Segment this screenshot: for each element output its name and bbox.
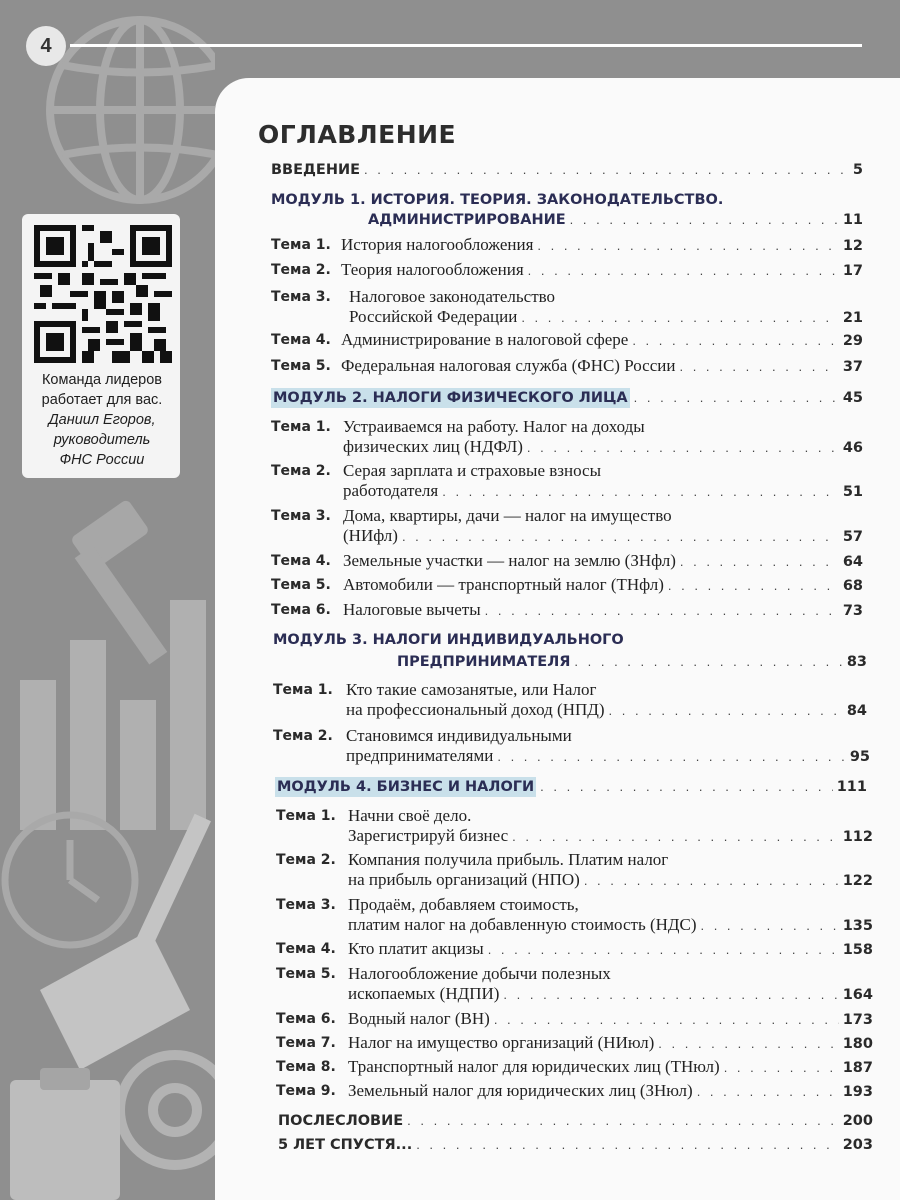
topic-label: Тема 3.	[271, 508, 331, 524]
toc-entry-topic[interactable]	[343, 526, 863, 547]
module-heading[interactable]	[273, 630, 624, 650]
page-number: 135	[842, 918, 873, 934]
module-title: МОДУЛЬ 3. НАЛОГИ ИНДИВИДУАЛЬНОГО	[273, 632, 624, 648]
leader-dots	[402, 527, 839, 547]
topic-label: Тема 1.	[271, 419, 331, 435]
leader-dots	[521, 308, 838, 328]
page-number: 203	[842, 1137, 873, 1153]
topic-label: Тема 2.	[273, 728, 333, 744]
globe-icon	[50, 20, 215, 200]
toc-entry-topic[interactable]	[341, 260, 863, 281]
bar-chart-icon	[20, 600, 206, 830]
page-number: 180	[842, 1036, 873, 1052]
page-number: 46	[842, 440, 863, 456]
topic-title: Кто такие самозанятые, или Налог	[346, 680, 597, 699]
leader-dots	[679, 357, 838, 377]
signature-line: руководитель	[53, 432, 151, 448]
page-number: 45	[842, 390, 863, 406]
topic-label: Тема 4.	[276, 941, 336, 957]
topic-title: Становимся индивидуальными	[346, 726, 572, 745]
leader-dots	[442, 482, 839, 502]
page-number: 193	[842, 1084, 873, 1100]
topic-title: Кто платит акцизы	[348, 939, 484, 958]
clock-icon	[5, 815, 135, 945]
clipboard-icon	[10, 1068, 120, 1200]
topic-title: Транспортный налог для юридических лиц (ТНюл)	[348, 1057, 720, 1076]
leader-dots	[407, 1111, 839, 1131]
entry-label: ВВЕДЕНИЕ	[271, 162, 361, 178]
at-sign-icon	[120, 1055, 215, 1165]
topic-title: Налогообложение добычи полезных	[348, 964, 611, 983]
leader-dots	[634, 388, 839, 408]
page-number: 17	[842, 263, 863, 279]
topic-label: Тема 1.	[276, 808, 336, 824]
topic-title-cont: (НИфл)	[343, 526, 398, 545]
page-number: 29	[842, 333, 863, 349]
page-number: 122	[842, 873, 873, 889]
topic-title: Земельный налог для юридических лиц (ЗНюл)	[348, 1081, 693, 1100]
leader-dots	[574, 652, 842, 672]
topic-title: Продаём, добавляем стоимость,	[348, 895, 579, 914]
caption-line: Команда лидеров	[41, 372, 163, 388]
topic-title: Серая зарплата и страховые взносы	[343, 461, 601, 480]
topic-title-cont: физических лиц (НДФЛ)	[343, 437, 523, 456]
topic-title-cont: на прибыль организаций (НПО)	[348, 870, 580, 889]
topic-title: Дома, квартиры, дачи — налог на имущество	[343, 506, 672, 525]
leader-dots	[503, 985, 838, 1005]
toc-entry-topic[interactable]	[348, 984, 873, 1005]
leader-dots	[700, 916, 838, 936]
toc-entry-topic[interactable]	[348, 939, 873, 960]
toc-entry-topic[interactable]	[348, 1009, 873, 1030]
module-title: МОДУЛЬ 4. БИЗНЕС И НАЛОГИ	[277, 779, 535, 795]
topic-label: Тема 1.	[273, 682, 333, 698]
entry-label: ПОСЛЕСЛОВИЕ	[278, 1113, 404, 1129]
toc-entry-topic[interactable]	[348, 1033, 873, 1054]
topic-label: Тема 5.	[276, 966, 336, 982]
page-number: 68	[842, 578, 863, 594]
module-heading[interactable]	[271, 388, 863, 408]
topic-title: Налоговое законодательство	[349, 287, 556, 306]
topic-title: История налогообложения	[341, 235, 534, 254]
page-number: 84	[846, 703, 867, 719]
toc-entry-topic[interactable]	[348, 915, 873, 936]
module-title: МОДУЛЬ 1. ИСТОРИЯ. ТЕОРИЯ. ЗАКОНОДАТЕЛЬСТВО.	[271, 192, 724, 208]
header-rule	[70, 44, 862, 47]
topic-label: Тема 8.	[276, 1059, 336, 1075]
page-number: 11	[842, 212, 863, 228]
toc-entry-topic[interactable]	[343, 437, 863, 458]
page-number: 112	[842, 829, 873, 845]
page-number: 51	[842, 484, 863, 500]
toc-entry-intro[interactable]	[271, 160, 863, 180]
topic-label: Тема 7.	[276, 1035, 336, 1051]
leader-dots	[497, 747, 845, 767]
topic-title-cont: на профессиональный доход (НПД)	[346, 700, 605, 719]
module-heading-cont[interactable]	[368, 210, 863, 230]
toc-entry-topic[interactable]	[341, 235, 863, 256]
topic-title: Федеральная налоговая служба (ФНС) России	[341, 356, 676, 375]
topic-label: Тема 3.	[276, 897, 336, 913]
page-number: 64	[842, 554, 863, 570]
page-number: 73	[842, 603, 863, 619]
topic-title: Начни своё дело.	[348, 806, 472, 825]
module-heading[interactable]	[275, 777, 867, 797]
toc-entry-topic[interactable]	[349, 307, 863, 328]
leader-dots	[668, 576, 839, 596]
qr-code-graphic	[34, 224, 172, 364]
toc-entry-afterword[interactable]	[278, 1111, 873, 1131]
leader-dots	[540, 777, 833, 797]
toc-entry-topic[interactable]	[341, 356, 863, 377]
topic-title-cont: работодателя	[343, 481, 439, 500]
page-number: 83	[846, 654, 867, 670]
module-title: АДМИНИСТРИРОВАНИЕ	[368, 212, 566, 228]
topic-label: Тема 6.	[271, 602, 331, 618]
leader-dots	[488, 940, 839, 960]
leader-dots	[537, 236, 838, 256]
toc-entry-topic[interactable]	[343, 551, 863, 572]
leader-dots	[609, 701, 843, 721]
topic-label: Тема 5.	[271, 358, 331, 374]
toc-entry-topic[interactable]	[346, 700, 867, 721]
toc-entry-topic[interactable]	[343, 481, 863, 502]
toc-entry-topic[interactable]	[346, 746, 870, 767]
topic-title: Земельные участки — налог на землю (ЗНфл)	[343, 551, 676, 570]
page-number: 21	[842, 310, 863, 326]
leader-dots	[658, 1034, 838, 1054]
topic-title: Администрирование в налоговой сфере	[341, 330, 629, 349]
page-number: 200	[842, 1113, 873, 1129]
toc-entry-topic[interactable]	[343, 575, 863, 596]
module-title: МОДУЛЬ 2. НАЛОГИ ФИЗИЧЕСКОГО ЛИЦА	[273, 390, 628, 406]
topic-label: Тема 9.	[276, 1083, 336, 1099]
topic-label: Тема 4.	[271, 332, 331, 348]
leader-dots	[416, 1135, 839, 1155]
toc-entry-topic[interactable]	[341, 330, 863, 351]
topic-title-cont: Зарегистрируй бизнес	[348, 826, 509, 845]
leader-dots	[364, 160, 849, 180]
topic-title: Налоговые вычеты	[343, 600, 481, 619]
qr-card	[22, 214, 180, 478]
page-number: 4	[26, 26, 66, 66]
toc-entry-topic[interactable]	[348, 826, 873, 847]
leader-dots	[494, 1010, 839, 1030]
leader-dots	[512, 827, 839, 847]
page-number: 57	[842, 529, 863, 545]
toc-entry-topic[interactable]	[348, 1057, 873, 1078]
leader-dots	[584, 871, 839, 891]
page-number: 187	[842, 1060, 873, 1076]
toc-entry-years-later[interactable]	[278, 1135, 873, 1155]
page-number: 37	[842, 359, 863, 375]
qr-code[interactable]	[34, 224, 172, 364]
topic-title: Устраиваемся на работу. Налог на доходы	[343, 417, 645, 436]
caption-line: работает для вас.	[41, 392, 163, 408]
leader-dots	[570, 210, 839, 230]
topic-title-cont: предпринимателями	[346, 746, 494, 765]
leader-dots	[724, 1058, 839, 1078]
page-number: 111	[836, 779, 867, 795]
entry-label: 5 ЛЕТ СПУСТЯ...	[278, 1137, 413, 1153]
gavel-icon	[70, 499, 167, 665]
page-number: 158	[842, 942, 873, 958]
topic-label: Тема 6.	[276, 1011, 336, 1027]
module-heading[interactable]	[271, 190, 723, 210]
topic-title-cont: Российской Федерации	[349, 307, 518, 326]
leader-dots	[485, 601, 839, 621]
leader-dots	[528, 261, 839, 281]
signature-line: ФНС России	[59, 452, 145, 468]
topic-label: Тема 5.	[271, 577, 331, 593]
toc-title: ОГЛАВЛЕНИЕ	[258, 120, 457, 149]
topic-label: Тема 4.	[271, 553, 331, 569]
toc-entry-topic[interactable]	[348, 1081, 873, 1102]
topic-label: Тема 2.	[271, 262, 331, 278]
topic-title: Налог на имущество организаций (НИюл)	[348, 1033, 655, 1052]
topic-title-cont: платим налог на добавленную стоимость (НДС)	[348, 915, 697, 934]
leader-dots	[680, 552, 839, 572]
toc-entry-topic[interactable]	[343, 600, 863, 621]
topic-label: Тема 2.	[276, 852, 336, 868]
decorative-illustration	[0, 0, 215, 1200]
topic-title: Водный налог (ВН)	[348, 1009, 490, 1028]
topic-title-cont: ископаемых (НДПИ)	[348, 984, 500, 1003]
topic-title: Теория налогообложения	[341, 260, 524, 279]
topic-label: Тема 1.	[271, 237, 331, 253]
page-number: 12	[842, 238, 863, 254]
topic-title: Автомобили — транспортный налог (ТНфл)	[343, 575, 664, 594]
topic-label: Тема 3.	[271, 289, 331, 305]
leader-dots	[527, 438, 839, 458]
page-number: 164	[842, 987, 873, 1003]
module-heading-cont[interactable]	[397, 652, 867, 672]
leader-dots	[697, 1082, 839, 1102]
page-number: 173	[842, 1012, 873, 1028]
page-number: 95	[849, 749, 870, 765]
toc-entry-topic[interactable]	[348, 870, 873, 891]
module-title: ПРЕДПРИНИМАТЕЛЯ	[397, 654, 571, 670]
topic-title: Компания получила прибыль. Платим налог	[348, 850, 669, 869]
topic-label: Тема 2.	[271, 463, 331, 479]
qr-caption	[26, 370, 178, 470]
leader-dots	[632, 331, 838, 351]
signature-line: Даниил Егоров,	[48, 412, 156, 428]
page-number: 5	[852, 162, 863, 178]
